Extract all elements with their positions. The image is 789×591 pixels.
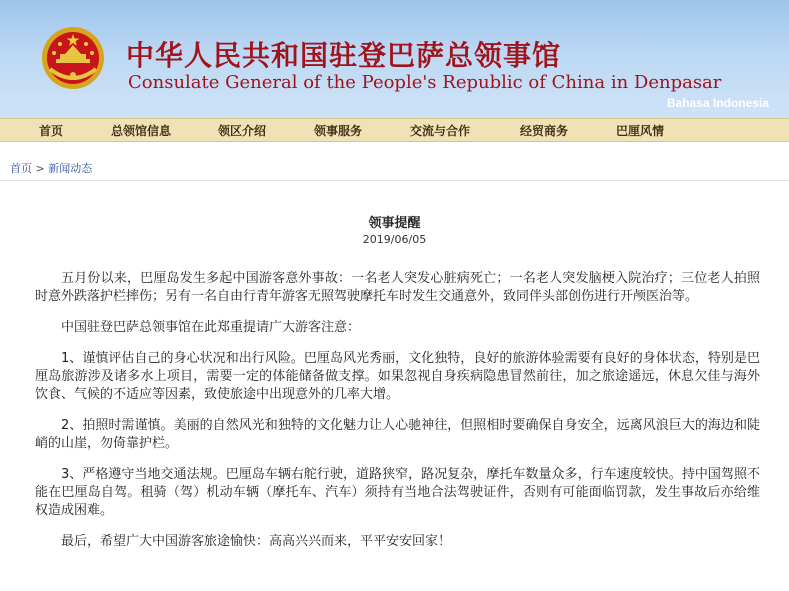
- breadcrumb-home-link[interactable]: 首页: [10, 162, 32, 175]
- article-paragraph: 五月份以来，巴厘岛发生多起中国游客意外事故：一名老人突发心脏病死亡；一名老人突发脑梗入院治疗；三位老人拍照时意外跌落护栏摔伤；另有一名自由行青年游客无照驾驶摩托车时发生交通意外，致同伴头部创伤进行开颅医治等。: [35, 271, 760, 304]
- article-date: 2019/06/05: [362, 233, 427, 246]
- article-paragraph: 2、拍照时需谨慎。美丽的自然风光和独特的文化魅力让人心驰神往，但照相时要确保自身安全，远离风浪巨大的海边和陡峭的山崖，勿倚靠护栏。: [35, 418, 760, 451]
- main-nav: [0, 118, 789, 142]
- language-link-indonesian[interactable]: Bahasa Indonesia: [666, 96, 769, 110]
- nav-item-consular-services[interactable]: 领事服务: [314, 124, 363, 138]
- nav-item-district-intro[interactable]: 领区介绍: [218, 124, 267, 138]
- breadcrumb-news-link[interactable]: 新闻动态: [48, 162, 93, 175]
- article-body: [35, 270, 760, 564]
- nav-item-economy-trade[interactable]: 经贸商务: [520, 124, 569, 138]
- site-header: [0, 0, 789, 118]
- nav-item-consulate-info[interactable]: 总领馆信息: [111, 124, 172, 138]
- nav-item-bali-customs[interactable]: 巴厘风情: [616, 124, 665, 138]
- nav-item-exchange-cooperation[interactable]: 交流与合作: [410, 124, 471, 138]
- article-title: 领事提醒: [368, 216, 421, 231]
- national-emblem-icon: [40, 25, 106, 91]
- breadcrumb-separator: >: [35, 162, 45, 175]
- site-title-chinese: 中华人民共和国驻登巴萨总领事馆: [126, 39, 562, 72]
- breadcrumb: [10, 160, 92, 176]
- article-paragraph: 中国驻登巴萨总领事馆在此郑重提请广大游客注意：: [61, 320, 361, 335]
- content-divider: [0, 180, 789, 181]
- site-title-english: Consulate General of the People's Republic of China in Denpasar: [128, 72, 722, 93]
- article-paragraph: 1、谨慎评估自己的身心状况和出行风险。巴厘岛风光秀丽，文化独特，良好的旅游体验需要有良好的身体状态，特别是巴厘岛旅游涉及诸多水上项目，需要一定的体能储备做支撑。如果忽视自身疾病隐患冒然前往，加之旅途遥远，休息欠佳与海外饮食、气候的不适应等因素，致使旅途中出现意外的几率大增。: [35, 351, 760, 402]
- article-paragraph: 最后，希望广大中国游客旅途愉快：高高兴兴而来，平平安安回家！: [61, 534, 452, 549]
- article-paragraph: 3、严格遵守当地交通法规。巴厘岛车辆右舵行驶，道路狭窄，路况复杂，摩托车数量众多，行车速度较快。持中国驾照不能在巴厘岛自驾。租骑（驾）机动车辆（摩托车、汽车）须持有当地合法驾驶证件，否则有可能面临罚款，发生事故后亦给维权造成困难。: [35, 467, 760, 518]
- nav-item-home[interactable]: 首页: [39, 124, 64, 138]
